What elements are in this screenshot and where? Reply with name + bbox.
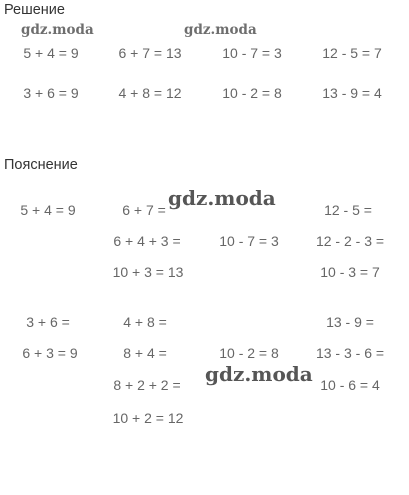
explanation-equation: 12 - 5 =	[324, 202, 372, 218]
solution-heading: Решение	[4, 2, 65, 18]
explanation-heading: Пояснение	[4, 157, 78, 173]
solution-equation: 12 - 5 = 7	[322, 45, 382, 61]
watermark-logo: gdz.moda	[184, 22, 257, 38]
watermark-logo: gdz.moda	[168, 186, 276, 210]
explanation-equation: 10 - 2 = 8	[219, 345, 279, 361]
watermark-logo: gdz.moda	[205, 362, 313, 386]
solution-equation: 4 + 8 = 12	[118, 85, 182, 101]
explanation-equation: 13 - 9 =	[326, 314, 374, 330]
solution-equation: 3 + 6 = 9	[23, 85, 79, 101]
explanation-equation: 3 + 6 =	[26, 314, 70, 330]
explanation-equation: 6 + 3 = 9	[22, 345, 78, 361]
explanation-equation: 8 + 2 + 2 =	[113, 377, 181, 393]
explanation-equation: 13 - 3 - 6 =	[315, 345, 385, 361]
explanation-equation: 10 + 2 = 12	[112, 410, 184, 426]
explanation-equation: 6 + 7 =	[122, 202, 166, 218]
explanation-equation: 12 - 2 - 3 =	[315, 233, 385, 249]
solution-equation: 13 - 9 = 4	[322, 85, 382, 101]
solution-equation: 6 + 7 = 13	[118, 45, 182, 61]
explanation-equation: 10 - 7 = 3	[219, 233, 279, 249]
explanation-equation: 10 - 3 = 7	[320, 264, 380, 280]
solution-equation: 10 - 2 = 8	[222, 85, 282, 101]
solution-equation: 10 - 7 = 3	[222, 45, 282, 61]
solution-equation: 5 + 4 = 9	[23, 45, 79, 61]
explanation-equation: 10 + 3 = 13	[112, 264, 184, 280]
explanation-equation: 6 + 4 + 3 =	[113, 233, 181, 249]
explanation-equation: 4 + 8 =	[123, 314, 167, 330]
watermark-logo: gdz.moda	[21, 22, 94, 38]
explanation-equation: 8 + 4 =	[123, 345, 167, 361]
explanation-equation: 10 - 6 = 4	[320, 377, 380, 393]
explanation-equation: 5 + 4 = 9	[20, 202, 76, 218]
